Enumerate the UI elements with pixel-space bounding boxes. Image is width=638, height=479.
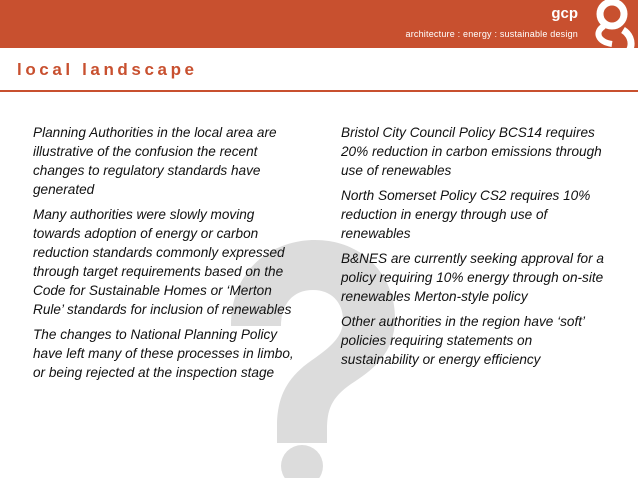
brand-name: gcp bbox=[551, 5, 578, 22]
page-title: local landscape bbox=[17, 60, 198, 79]
left-column bbox=[33, 123, 295, 388]
header-bar bbox=[0, 0, 638, 48]
left-paragraph-2: Many authorities were slowly moving towards adoption of energy or carbon reduction standards commonly expressed through target requirements based on the Code for Sustainable Homes or ‘Merton Rule’ standards for inclusion of renewables bbox=[33, 207, 292, 317]
right-paragraph-4: Other authorities in the region have ‘soft’ policies requiring statements on sustainability or energy efficiency bbox=[341, 314, 585, 367]
right-paragraph-3: B&NES are currently seeking approval for a policy requiring 10% energy through on-site renewables Merton-style policy bbox=[341, 251, 604, 304]
right-paragraph-1: Bristol City Council Policy BCS14 requires 20% reduction in carbon emissions through use of renewables bbox=[341, 125, 602, 178]
title-divider bbox=[0, 90, 638, 92]
left-paragraph-1: Planning Authorities in the local area are illustrative of the confusion the recent changes to regulatory standards have generated bbox=[33, 125, 277, 197]
right-column bbox=[341, 123, 611, 375]
right-paragraph-2: North Somerset Policy CS2 requires 10% reduction in energy through use of renewables bbox=[341, 188, 591, 241]
left-paragraph-3: The changes to National Planning Policy have left many of these processes in limbo, or being rejected at the inspection stage bbox=[33, 327, 294, 380]
gcp-logo-icon bbox=[582, 0, 638, 60]
brand-tagline: architecture : energy : sustainable design bbox=[405, 29, 578, 39]
